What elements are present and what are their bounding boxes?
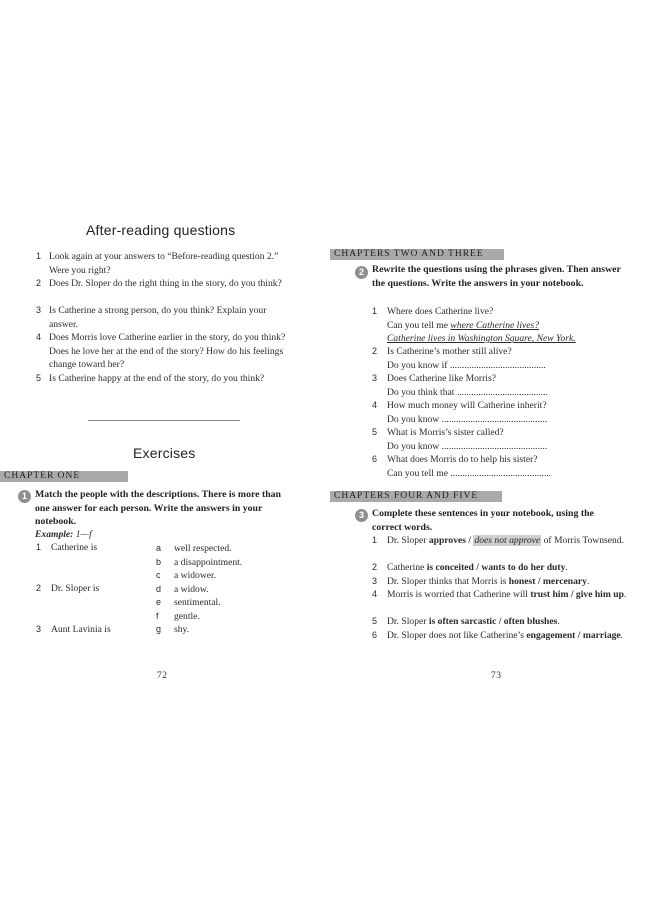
person-item: 3 Aunt Lavinia is bbox=[36, 624, 111, 635]
handwritten-answer: Catherine lives in Washington Square, New York. bbox=[387, 333, 576, 345]
description-item: a well respected. bbox=[156, 543, 232, 554]
chapter-one-band: CHAPTER ONE bbox=[0, 471, 128, 482]
description-item: f gentle. bbox=[156, 610, 200, 622]
question-item: 5 What is Morris’s sister called? Do you know ............................................ bbox=[372, 427, 548, 452]
description-item: g shy. bbox=[156, 624, 190, 635]
description-item: d a widow. bbox=[156, 583, 209, 595]
person-item: 1 Catherine is bbox=[36, 542, 98, 553]
question-item: 1 Where does Catherine live? Can you tell me where Catherine lives? Catherine lives in Washington Square, New York. bbox=[372, 305, 632, 346]
exercise-instruction: Match the people with the descriptions. There is more than one answer for each person. Write the answers in your notebook. bbox=[35, 489, 282, 528]
highlighted-answer: does not approve bbox=[474, 535, 541, 546]
question-item: 5 Is Catherine happy at the end of the story, do you think? bbox=[36, 373, 265, 384]
right-page bbox=[330, 0, 660, 904]
chapters-four-five-band: CHAPTERS FOUR AND FIVE bbox=[330, 491, 502, 502]
after-reading-title: After-reading questions bbox=[86, 222, 236, 238]
example-line: Example: 1—f bbox=[35, 529, 92, 540]
exercises-title: Exercises bbox=[133, 445, 196, 461]
page-number: 72 bbox=[157, 671, 168, 681]
exercise-instruction: Complete these sentences in your notebook, using the correct words. bbox=[372, 508, 594, 533]
question-item: 4 How much money will Catherine inherit? Do you know ............................................ bbox=[372, 400, 548, 425]
person-item: 2 Dr. Sloper is bbox=[36, 583, 100, 594]
question-item: 2 Is Catherine’s mother still alive? Do you know if ........................................ bbox=[372, 346, 546, 371]
question-item: 4 Does Morris love Catherine earlier in the story, do you think? Does he love her at the end of the story? How do his feelings change toward her? bbox=[36, 332, 286, 371]
exercise-number-badge: 3 bbox=[355, 509, 368, 522]
sentence-item: 2 Catherine is conceited / wants to do her duty. bbox=[372, 562, 568, 573]
exercise-number-badge: 1 bbox=[18, 490, 31, 503]
description-item: c a widower. bbox=[156, 570, 217, 581]
exercise-number-badge: 2 bbox=[355, 266, 368, 279]
page-number: 73 bbox=[491, 671, 502, 681]
sentence-item: 5 Dr. Sloper is often sarcastic / often blushes. bbox=[372, 616, 560, 627]
question-item: 6 What does Morris do to help his sister? Can you tell me .......................................... bbox=[372, 454, 552, 479]
sentence-item: 3 Dr. Sloper thinks that Morris is honest / mercenary. bbox=[372, 575, 590, 587]
chapters-two-three-band: CHAPTERS TWO AND THREE bbox=[330, 249, 504, 260]
sentence-item: 4 Morris is worried that Catherine will trust him / give him up. bbox=[372, 589, 627, 600]
description-item: e sentimental. bbox=[156, 597, 221, 608]
sentence-item: 1 Dr. Sloper approves / does not approve of Morris Townsend. bbox=[372, 535, 625, 546]
question-item: 3 Does Catherine like Morris? Do you think that ...................................... bbox=[372, 373, 548, 398]
sentence-item: 6 Dr. Sloper does not like Catherine’s engagement / marriage. bbox=[372, 629, 624, 641]
handwritten-answer: where Catherine lives? bbox=[450, 319, 540, 331]
description-item: b a disappointment. bbox=[156, 556, 243, 568]
exercise-instruction: Rewrite the questions using the phrases given. Then answer the questions. Write the answers in your notebook. bbox=[372, 264, 621, 289]
question-item: 1 Look again at your answers to “Before-reading question 2.” Were you right? bbox=[36, 251, 279, 276]
question-item: 2 Does Dr. Sloper do the right thing in the story, do you think? bbox=[36, 278, 282, 289]
divider-rule bbox=[88, 420, 240, 421]
question-item: 3 Is Catherine a strong person, do you think? Explain your answer. bbox=[36, 305, 267, 330]
